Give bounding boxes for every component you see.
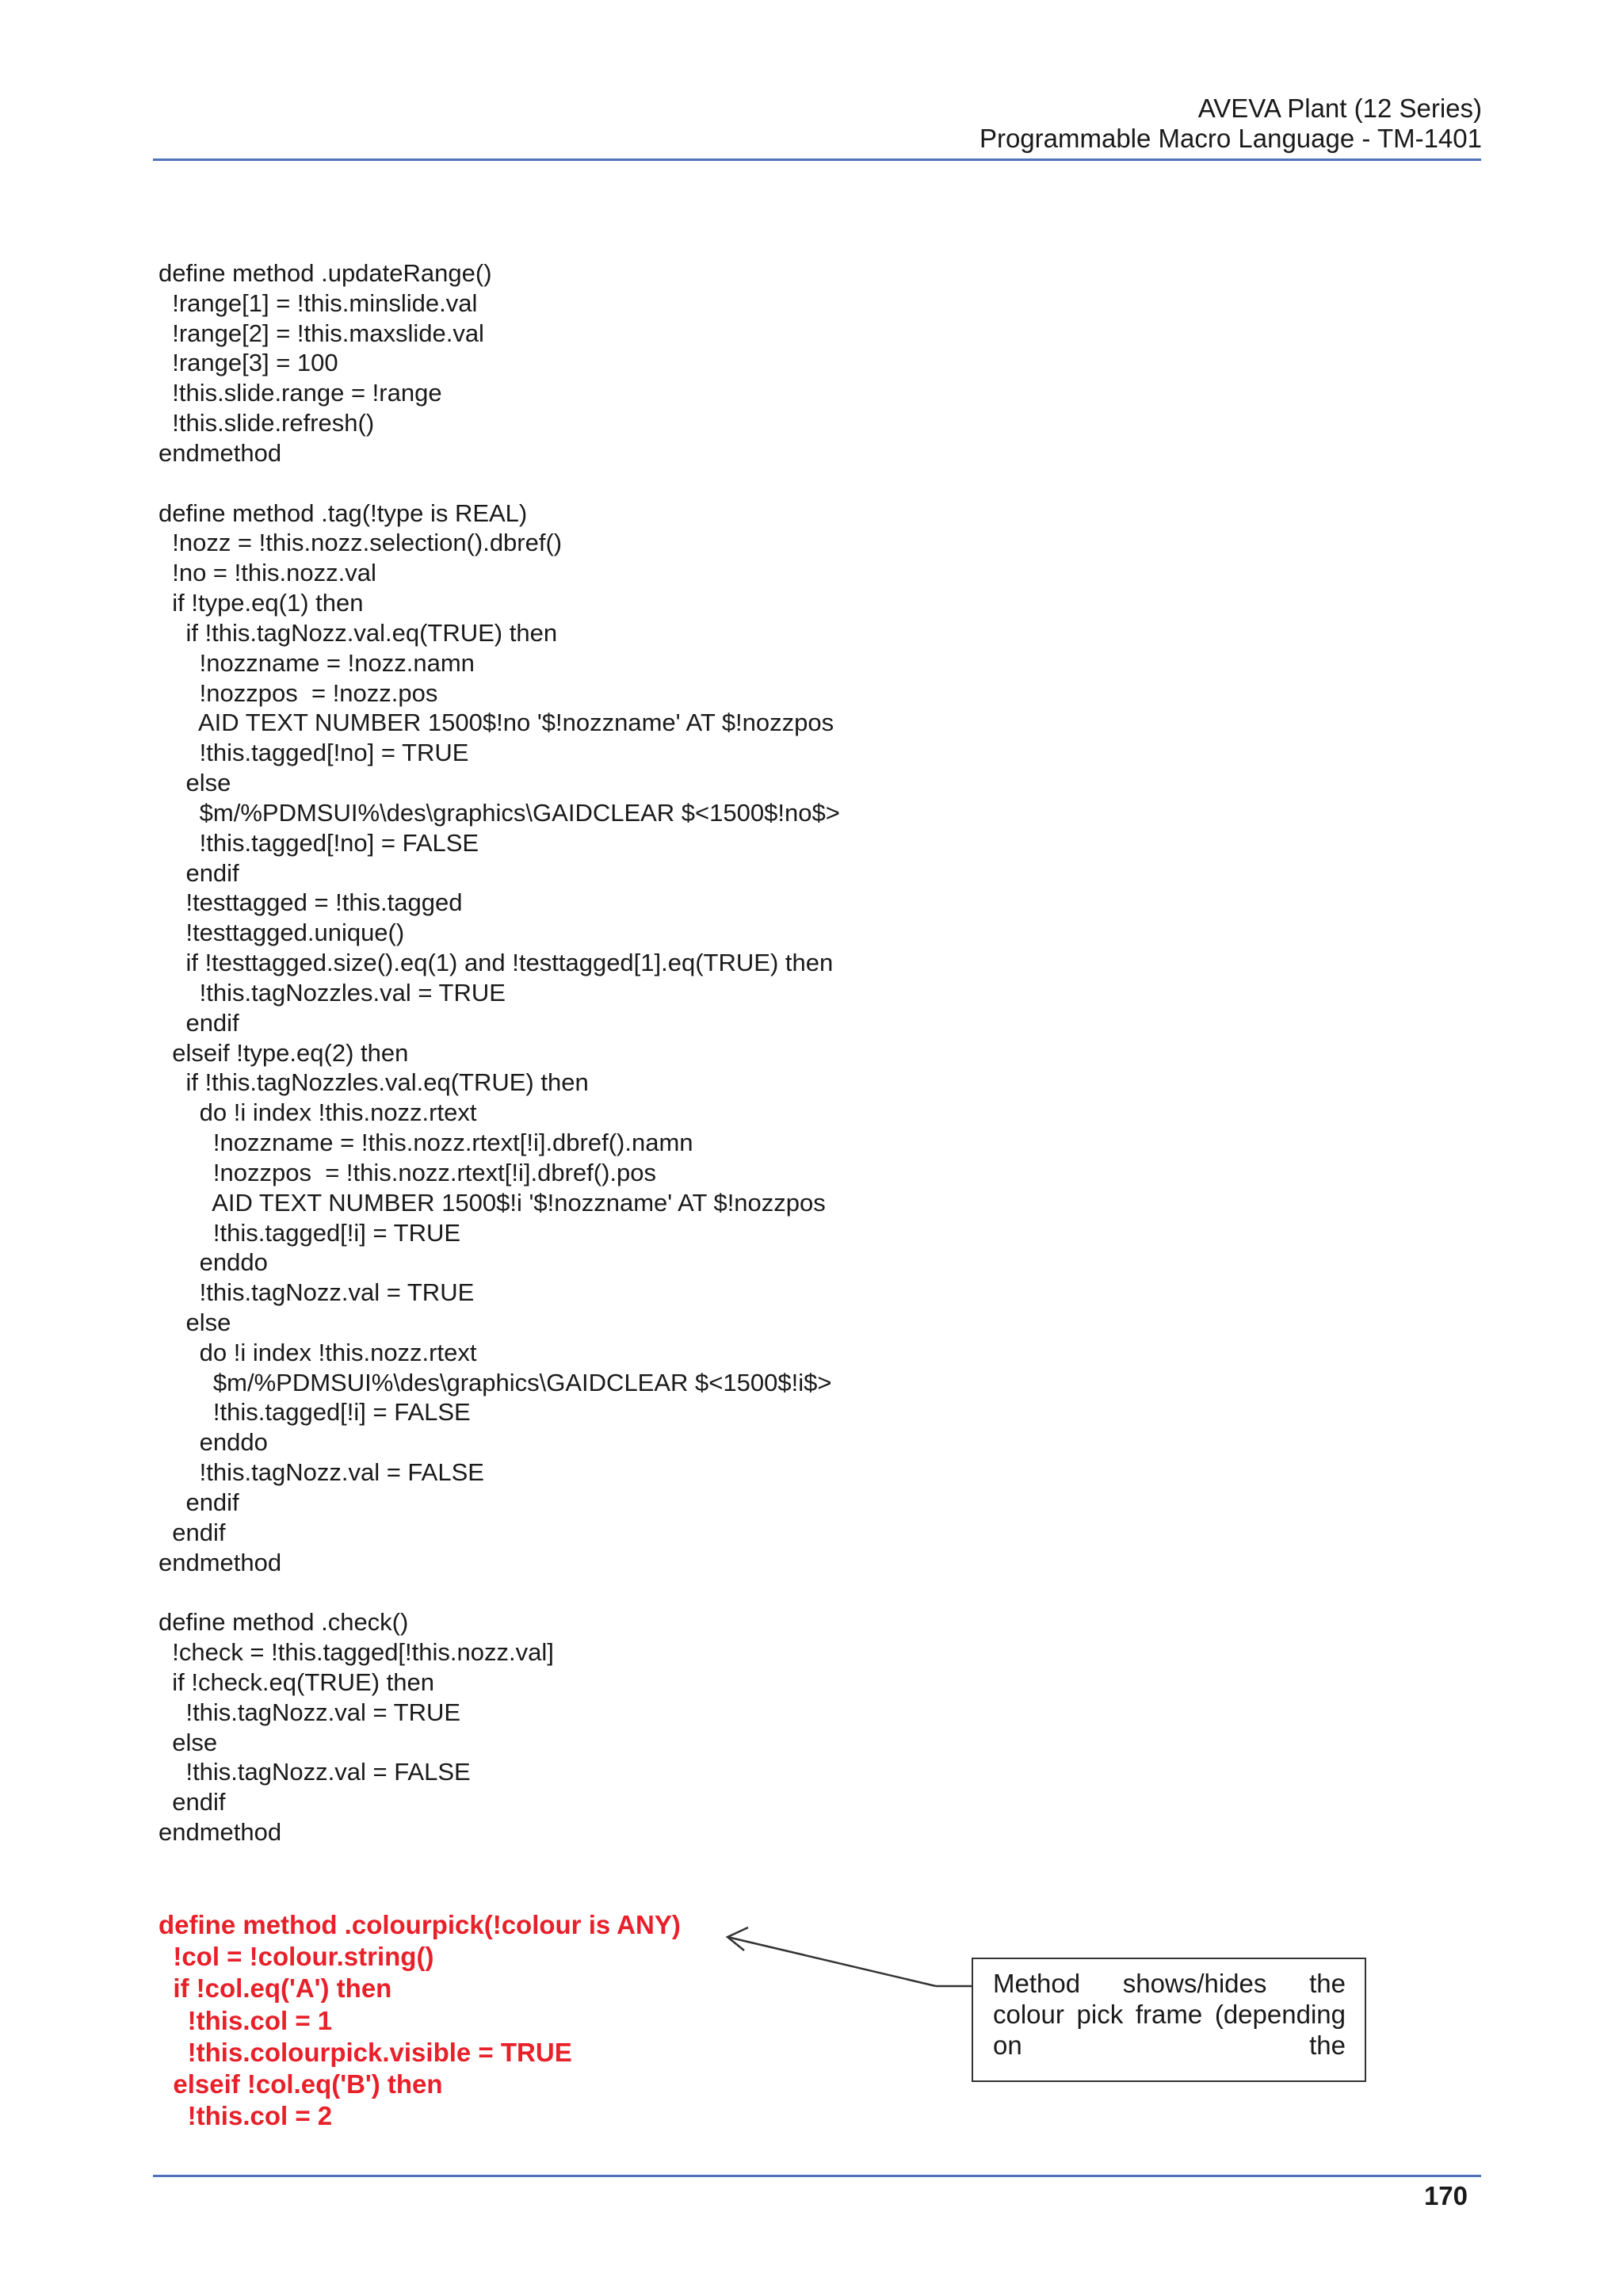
code-line: do !i index !this.nozz.rtext [158,1098,477,1127]
code-line: !nozz = !this.nozz.selection().dbref() [158,529,563,557]
header-product-title: AVEVA Plant (12 Series) [1197,94,1482,123]
code-line: if !check.eq(TRUE) then [158,1668,435,1696]
code-line: endif [158,1488,239,1516]
code-line: else [158,1728,218,1756]
code-line: !nozzpos = !nozz.pos [158,678,438,707]
highlighted-code-line: !this.col = 2 [158,2101,333,2131]
code-line: !this.tagNozz.val = FALSE [158,1758,471,1786]
code-line: elseif !type.eq(2) then [158,1038,409,1067]
code-line: if !this.tagNozzles.val.eq(TRUE) then [158,1068,589,1097]
header-course-title: Programmable Macro Language - TM-1401 [979,124,1482,153]
highlighted-code-line: !this.colourpick.visible = TRUE [158,2037,572,2067]
code-line: else [158,1308,231,1336]
code-line: !this.slide.range = !range [158,379,442,407]
code-line: !range[3] = 100 [158,349,338,377]
code-line: !this.tagNozz.val = TRUE [158,1698,461,1726]
code-line: !this.slide.refresh() [158,409,375,437]
page-number: 170 [1423,2181,1468,2210]
highlighted-code-line: !this.col = 1 [158,2005,333,2035]
code-line: !this.tagged[!no] = TRUE [158,739,469,767]
code-line: endif [158,1008,239,1037]
code-line: !testtagged.unique() [158,919,405,947]
code-line: !this.tagNozz.val = FALSE [158,1458,484,1487]
code-line: !this.tagNozz.val = TRUE [158,1278,475,1307]
code-line: !this.tagNozzles.val = TRUE [158,978,506,1007]
highlighted-code-line: define method .colourpick(!colour is ANY) [158,1910,681,1939]
code-line: if !this.tagNozz.val.eq(TRUE) then [158,618,558,647]
code-line: define method .updateRange() [158,259,492,287]
code-line: define method .check() [158,1608,409,1637]
code-line: !nozzpos = !this.nozz.rtext[!i].dbref().pos [158,1158,657,1186]
code-line: !check = !this.tagged[!this.nozz.val] [158,1638,554,1667]
code-line: !testtagged = !this.tagged [158,888,463,917]
code-line: !range[1] = !this.minslide.val [158,288,478,317]
footer-rule [153,2175,1481,2177]
code-line: $m/%PDMSUI%\des\graphics\GAIDCLEAR $<1500$!i$> [158,1368,832,1396]
code-line: AID TEXT NUMBER 1500$!no '$!nozzname' AT $!nozzpos [158,709,834,737]
code-line: endif [158,1518,226,1546]
code-line: !this.tagged[!no] = FALSE [158,828,479,857]
code-line: $m/%PDMSUI%\des\graphics\GAIDCLEAR $<1500$!no$> [158,798,840,827]
code-line: enddo [158,1248,268,1277]
code-line: endmethod [158,438,282,467]
code-line: else [158,769,231,797]
code-line: !range[2] = !this.maxslide.val [158,319,484,347]
highlighted-code-line: !col = !colour.string() [158,1942,434,1972]
code-line: endmethod [158,1818,282,1847]
highlighted-code-line: elseif !col.eq('B') then [158,2069,443,2099]
callout-box [972,1958,1366,2082]
code-line: !nozzname = !nozz.namn [158,648,475,677]
code-line: AID TEXT NUMBER 1500$!i '$!nozzname' AT $!nozzpos [158,1188,826,1217]
code-line: enddo [158,1428,268,1457]
code-line: !this.tagged[!i] = TRUE [158,1218,461,1247]
callout-text: Method shows/hides the colour pick frame (depending on the [993,1969,1346,2060]
code-line: define method .tag(!type is REAL) [158,499,528,527]
code-line: if !testtagged.size().eq(1) and !testtagged[1].eq(TRUE) then [158,949,834,977]
code-line: endmethod [158,1548,282,1576]
highlighted-code-line: if !col.eq('A') then [158,1973,392,2004]
code-line: do !i index !this.nozz.rtext [158,1338,477,1366]
code-line: !this.tagged[!i] = FALSE [158,1398,471,1427]
code-line: endif [158,1788,226,1817]
code-line: if !type.eq(1) then [158,589,364,617]
code-line: !no = !this.nozz.val [158,559,376,587]
code-line: endif [158,858,239,887]
code-line: !nozzname = !this.nozz.rtext[!i].dbref().namn [158,1129,693,1157]
